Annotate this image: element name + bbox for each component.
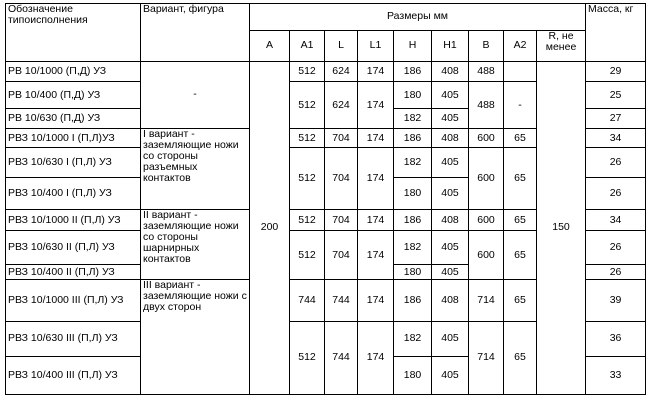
value-b: 714 xyxy=(469,321,504,394)
value-h: 182 xyxy=(394,321,432,356)
value-h1: 408 xyxy=(432,61,469,82)
value-l: 704 xyxy=(325,148,358,210)
value-h1: 405 xyxy=(432,178,469,210)
value-a2: 65 xyxy=(504,280,537,321)
value-l1: 174 xyxy=(358,321,394,394)
col-a: A xyxy=(250,30,290,61)
col-h: H xyxy=(394,30,432,61)
value-h: 186 xyxy=(394,128,432,148)
row-designation: РВЗ 10/630 II (П,Л) УЗ xyxy=(6,230,141,264)
value-mass: 26 xyxy=(586,178,646,210)
row-designation: РВ 10/1000 (П,Д) УЗ xyxy=(6,61,141,82)
value-h1: 405 xyxy=(432,264,469,279)
value-h: 186 xyxy=(394,210,432,231)
value-a: 200 xyxy=(250,61,290,394)
value-b: 714 xyxy=(469,280,504,321)
value-b: 488 xyxy=(469,82,504,128)
value-l: 704 xyxy=(325,230,358,280)
value-h1: 405 xyxy=(432,230,469,264)
row-variant: I вариант - заземляющие ножи со стороны разъемных контактов xyxy=(141,128,250,209)
value-mass: 33 xyxy=(586,356,646,394)
value-h1: 405 xyxy=(432,82,469,109)
value-h1: 405 xyxy=(432,356,469,394)
value-l: 624 xyxy=(325,61,358,82)
col-l: L xyxy=(325,30,358,61)
col-a2: A2 xyxy=(504,30,537,61)
value-a2: 65 xyxy=(504,128,537,148)
value-l: 704 xyxy=(325,128,358,148)
value-h1: 408 xyxy=(432,280,469,321)
value-h: 180 xyxy=(394,356,432,394)
value-a2: 65 xyxy=(504,210,537,231)
value-mass: 39 xyxy=(586,280,646,321)
col-r: R, не менее xyxy=(537,30,586,61)
value-mass: 26 xyxy=(586,264,646,279)
value-a2: - xyxy=(504,82,537,128)
value-a1: 512 xyxy=(290,148,325,210)
col-a1: A1 xyxy=(290,30,325,61)
value-h: 182 xyxy=(394,230,432,264)
value-h1: 408 xyxy=(432,128,469,148)
value-a1: 744 xyxy=(290,280,325,321)
value-l1: 174 xyxy=(358,280,394,321)
header-variant: Вариант, фигура xyxy=(141,4,250,62)
value-mass: 26 xyxy=(586,148,646,178)
value-h: 186 xyxy=(394,280,432,321)
row-variant: III вариант - заземляющие ножи с двух сторон xyxy=(141,280,250,395)
specifications-table xyxy=(5,3,646,395)
value-h1: 408 xyxy=(432,210,469,231)
row-designation: РВЗ 10/630 I (П,Л) УЗ xyxy=(6,148,141,178)
value-b: 600 xyxy=(469,128,504,148)
value-mass: 29 xyxy=(586,61,646,82)
value-a1: 512 xyxy=(290,82,325,128)
header-dimensions: Размеры мм xyxy=(250,4,586,31)
value-mass: 34 xyxy=(586,128,646,148)
col-b: B xyxy=(469,30,504,61)
value-l1: 174 xyxy=(358,148,394,210)
value-mass: 27 xyxy=(586,109,646,129)
value-h: 186 xyxy=(394,61,432,82)
value-r: 150 xyxy=(537,61,586,394)
value-a1: 512 xyxy=(290,210,325,231)
row-variant: - xyxy=(141,61,250,128)
value-h: 180 xyxy=(394,264,432,279)
col-l1: L1 xyxy=(358,30,394,61)
row-designation: РВЗ 10/1000 I (П,Л)УЗ xyxy=(6,128,141,148)
value-l1: 174 xyxy=(358,230,394,280)
row-designation: РВЗ 10/1000 III (П,Л) УЗ xyxy=(6,280,141,321)
value-a1: 512 xyxy=(290,230,325,280)
value-b: 600 xyxy=(469,148,504,210)
value-a1: 512 xyxy=(290,321,325,394)
value-a1: 512 xyxy=(290,128,325,148)
header-designation: Обозначение типоисполнения xyxy=(6,4,141,62)
value-b: 600 xyxy=(469,230,504,280)
value-h: 182 xyxy=(394,109,432,129)
row-designation: РВЗ 10/630 III (П,Л) УЗ xyxy=(6,321,141,356)
col-h1: H1 xyxy=(432,30,469,61)
row-designation: РВЗ 10/400 II (П,Л) УЗ xyxy=(6,264,141,279)
row-designation: РВЗ 10/400 I (П,Л) УЗ xyxy=(6,178,141,210)
value-a2 xyxy=(504,61,537,82)
value-h1: 405 xyxy=(432,321,469,356)
value-h1: 405 xyxy=(432,148,469,178)
value-a2: 65 xyxy=(504,148,537,210)
value-l: 744 xyxy=(325,280,358,321)
row-designation: РВ 10/630 (П,Д) УЗ xyxy=(6,109,141,129)
value-a2: 65 xyxy=(504,321,537,394)
value-b: 600 xyxy=(469,210,504,231)
row-variant: II вариант - заземляющие ножи со стороны шарнирных контактов xyxy=(141,210,250,280)
row-designation: РВЗ 10/400 III (П,Л) УЗ xyxy=(6,356,141,394)
value-b: 488 xyxy=(469,61,504,82)
header-mass: Масса, кг xyxy=(586,4,646,62)
value-mass: 26 xyxy=(586,230,646,264)
value-l: 624 xyxy=(325,82,358,128)
value-h: 180 xyxy=(394,178,432,210)
value-mass: 36 xyxy=(586,321,646,356)
value-l1: 174 xyxy=(358,210,394,231)
value-h: 182 xyxy=(394,148,432,178)
value-h1: 405 xyxy=(432,109,469,129)
value-mass: 25 xyxy=(586,82,646,109)
row-designation: РВ 10/400 (П,Д) УЗ xyxy=(6,82,141,109)
table-row xyxy=(6,61,646,82)
value-mass: 34 xyxy=(586,210,646,231)
value-l: 744 xyxy=(325,321,358,394)
value-a2: 65 xyxy=(504,230,537,280)
value-l1: 174 xyxy=(358,61,394,82)
row-designation: РВЗ 10/1000 II (П,Л) УЗ xyxy=(6,210,141,231)
value-l1: 174 xyxy=(358,82,394,128)
value-l: 704 xyxy=(325,210,358,231)
value-l1: 174 xyxy=(358,128,394,148)
value-h: 180 xyxy=(394,82,432,109)
value-a1: 512 xyxy=(290,61,325,82)
